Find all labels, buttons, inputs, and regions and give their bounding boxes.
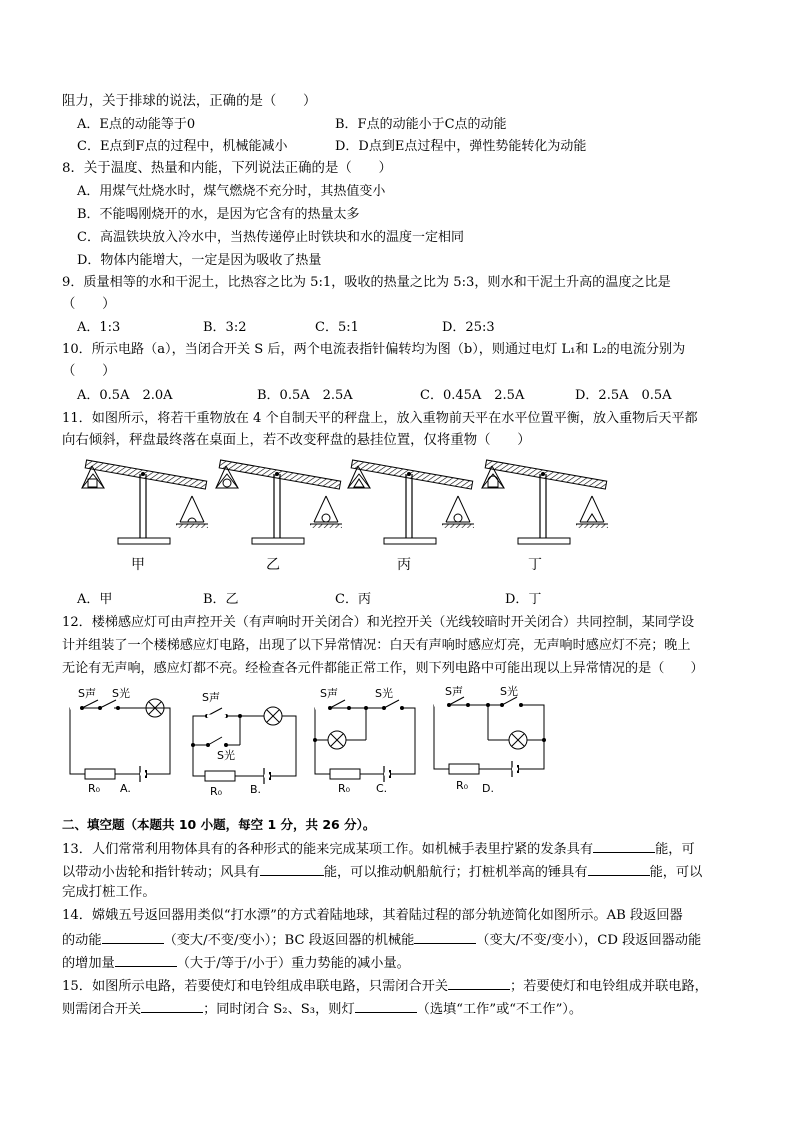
- q15-line1-text-b: ；若要使灯和电铃组成并联电路，: [510, 979, 708, 994]
- circuit-a-s-light: S光: [112, 687, 130, 700]
- q11-stem-line1: 11．如图所示，将若干重物放在 4 个自制天平的秤盘上，放入重物前天平在水平位置平衡，放入重物后天平都: [62, 411, 698, 426]
- q13-blank-2[interactable]: [260, 861, 324, 876]
- q9-option-c: C．5:1: [315, 320, 359, 335]
- q13-line2-text-b: 能，可以推动帆船航行；打桩机举高的锤具有: [323, 865, 588, 880]
- q10-paren: （ ）: [62, 364, 116, 379]
- q14-line2-text-c: （变大/不变/变小），CD 段返回器动能: [476, 933, 702, 948]
- q15-blank-1[interactable]: [448, 975, 510, 990]
- q9-option-b: B．3:2: [203, 320, 247, 335]
- q8-option-d: D．物体内能增大，一定是因为吸收了热量: [77, 253, 322, 268]
- q15-line1-text-a: 15．如图所示电路，若要使灯和电铃组成串联电路，只需闭合开关: [62, 979, 449, 994]
- q14-line3: [62, 952, 410, 974]
- circuit-d-r0: R₀: [456, 779, 469, 792]
- q15-line2: [62, 998, 582, 1020]
- q11-option-c: C．丙: [335, 592, 371, 607]
- q8-option-a: A．用煤气灶烧水时，煤气燃烧不充分时，其热值变小: [77, 184, 386, 199]
- q12-stem-line3: 无论有无声响，感应灯都不亮。经检查各元件都能正常工作，则下列电路中可能出现以上异常情况的是（ ）: [62, 661, 704, 676]
- q10-option-c: C．0.45A 2.5A: [420, 388, 525, 403]
- circuit-c-r0: R₀: [338, 782, 351, 795]
- q7-stem: 阻力，关于排球的说法，正确的是（ ）: [62, 94, 317, 109]
- q13-blank-3[interactable]: [588, 861, 650, 876]
- q14-blank-3[interactable]: [115, 952, 177, 967]
- q15-blank-2[interactable]: [141, 998, 203, 1013]
- q7-option-c: C．E点到F点的过程中，机械能减小: [77, 139, 288, 154]
- q15-line2-text-c: （选填“工作”或“不工作”）。: [416, 1002, 583, 1017]
- circuit-a-label: A.: [120, 782, 131, 795]
- q8-option-b: B．不能喝刚烧开的水，是因为它含有的热量太多: [77, 207, 360, 222]
- q15-line1: [62, 975, 708, 997]
- circuit-c-s-light: S光: [375, 687, 393, 700]
- q14-blank-2[interactable]: [414, 929, 476, 944]
- q8-stem: 8．关于温度、热量和内能，下列说法正确的是（ ）: [62, 161, 392, 176]
- balance-label-a: 甲: [131, 557, 145, 573]
- circuit-c-s-sound: S声: [320, 687, 338, 700]
- circuit-b-s-light: S光: [217, 749, 235, 762]
- circuit-b: [192, 707, 297, 784]
- q11-option-d: D．丁: [505, 592, 542, 607]
- section-2-heading: 二、填空题（本题共 10 小题，每空 1 分，共 26 分）。: [62, 817, 376, 832]
- q9-stem: 9．质量相等的水和干泥土，比热容之比为 5:1，吸收的热量之比为 5:3，则水和干泥土升高的温度之比是: [62, 275, 671, 290]
- circuit-c: [314, 700, 416, 782]
- circuit-d: [434, 697, 546, 777]
- circuit-d-label: D.: [482, 782, 494, 795]
- q13-line3: 完成打桩工作。: [62, 885, 156, 900]
- circuit-d-s-light: S光: [500, 685, 518, 698]
- q7-option-d: D．D点到E点过程中，弹性势能转化为动能: [335, 139, 587, 154]
- circuit-b-r0: R₀: [210, 785, 223, 798]
- q15-line2-text-a: 则需闭合开关: [62, 1002, 142, 1017]
- q14-line2: [62, 929, 701, 951]
- q11-option-b: B．乙: [203, 592, 239, 607]
- q14-line1: 14．嫦娥五号返回器用类似“打水漂”的方式着陆地球，其着陆过程的部分轨迹简化如图所示。AB 段返回器: [62, 908, 683, 923]
- q14-blank-1[interactable]: [102, 929, 164, 944]
- q11-stem-line2: 向右倾斜，秤盘最终落在桌面上，若不改变秤盘的悬挂位置，仅将重物（ ）: [62, 433, 531, 448]
- q15-blank-3[interactable]: [355, 998, 417, 1013]
- q13-line2-text-c: 能，可以: [649, 865, 703, 880]
- balance-label-b: 乙: [266, 557, 280, 573]
- q13-line1-text-b: 能，可: [655, 842, 695, 857]
- q11-option-a: A．甲: [77, 592, 113, 607]
- q13-blank-1[interactable]: [593, 838, 655, 853]
- q9-option-d: D．25:3: [442, 320, 495, 335]
- circuit-d-s-sound: S声: [445, 685, 463, 698]
- balance-label-c: 丙: [397, 557, 411, 573]
- q15-line2-text-b: ；同时闭合 S₂、S₃，则灯: [203, 1002, 355, 1017]
- q14-line3-text-b: （大于/等于/小于）重力势能的减小量。: [176, 956, 410, 971]
- q12-stem-line1: 12．楼梯感应灯可由声控开关（有声响时开关闭合）和光控开关（光线较暗时开关闭合）共同控制，某同学设: [62, 615, 695, 630]
- circuit-a-s-sound: S声: [78, 687, 96, 700]
- circuit-b-s-sound: S声: [202, 691, 220, 704]
- q7-option-a: A．E点的动能等于0: [77, 117, 196, 132]
- q10-stem: 10．所示电路（a），当闭合开关 S 后，两个电流表指针偏转均为图（b），则通过电灯 L₁和 L₂的电流分别为: [62, 342, 686, 357]
- circuit-a-r0: R₀: [88, 782, 101, 795]
- q10-option-d: D．2.5A 0.5A: [575, 388, 672, 403]
- q14-line2-text-a: 的动能: [62, 933, 102, 948]
- q10-option-a: A．0.5A 2.0A: [77, 388, 173, 403]
- q13-line2: [62, 861, 702, 883]
- q9-paren: （ ）: [62, 297, 116, 312]
- circuit-b-label: B.: [250, 783, 262, 796]
- q13-line1: [62, 838, 695, 860]
- circuit-a: [70, 699, 170, 782]
- q13-line1-text-a: 13．人们常常利用物体具有的各种形式的能来完成某项工作。如机械手表里拧紧的发条具有: [62, 842, 594, 857]
- q14-line2-text-b: （变大/不变/变小）；BC 段返回器的机械能: [163, 933, 415, 948]
- q12-stem-line2: 计并组装了一个楼梯感应灯电路，出现了以下异常情况：白天有声响时感应灯亮，无声响时感应灯不亮；晚上: [62, 638, 691, 653]
- q9-option-a: A．1:3: [77, 320, 121, 335]
- circuit-c-label: C.: [376, 782, 388, 795]
- q8-option-c: C．高温铁块放入冷水中，当热传递停止时铁块和水的温度一定相同: [77, 230, 464, 245]
- q7-option-b: B．F点的动能小于C点的动能: [335, 117, 507, 132]
- q10-option-b: B．0.5A 2.5A: [257, 388, 353, 403]
- q14-line3-text-a: 的增加量: [62, 956, 115, 971]
- balance-label-d: 丁: [528, 557, 542, 573]
- q13-line2-text-a: 以带动小齿轮和指针转动；风具有: [62, 865, 260, 880]
